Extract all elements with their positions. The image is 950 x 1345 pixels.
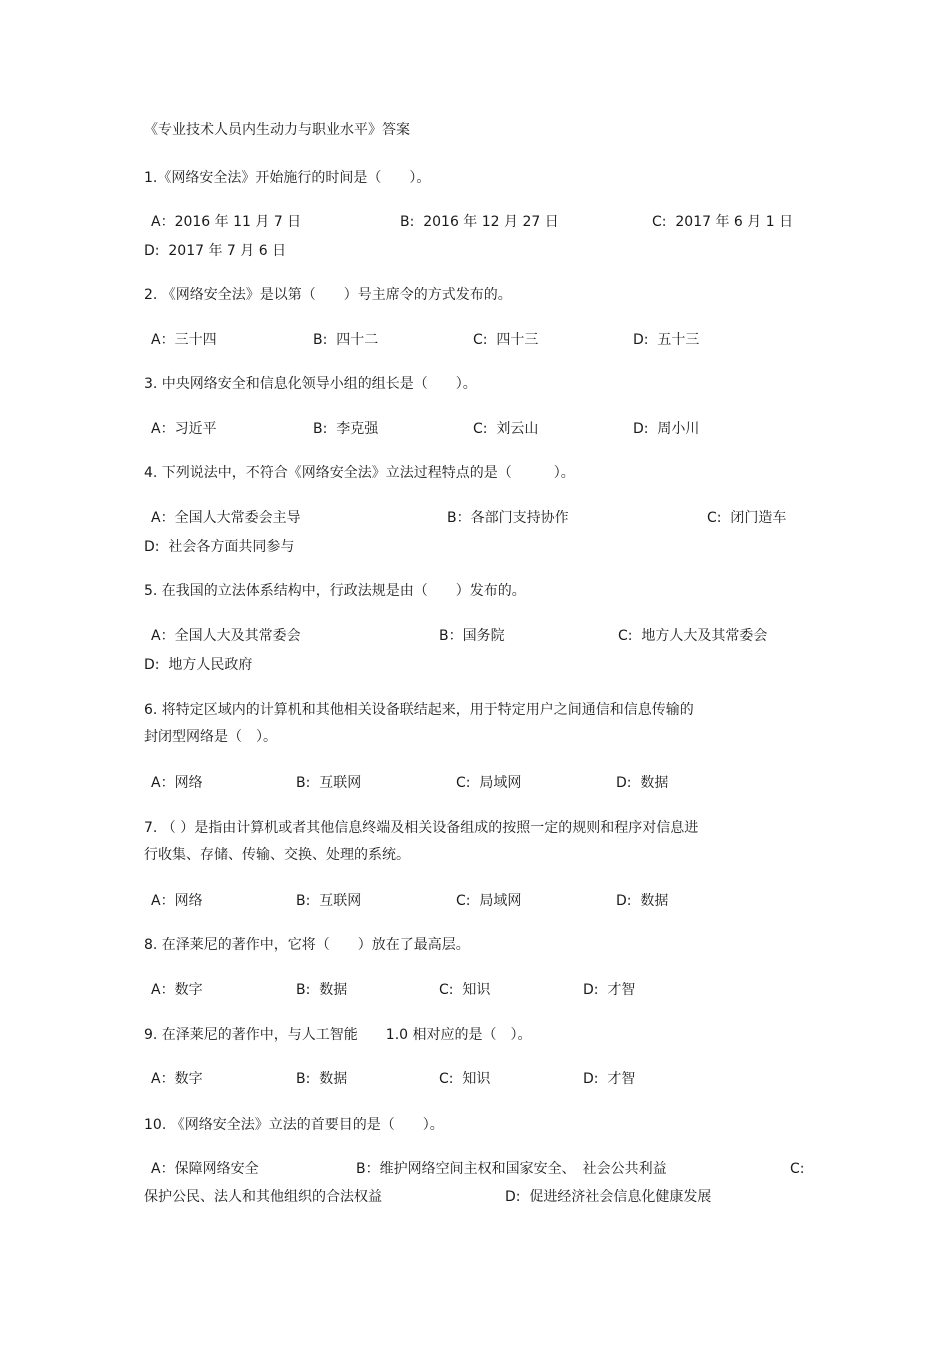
question-5-option-b: B：国务院 [439, 628, 505, 644]
question-8-option-c: C: 知识 [439, 982, 491, 998]
question-9-option-b: B: 数据 [296, 1071, 348, 1087]
question-5-option-d: D: 地方人民政府 [144, 657, 253, 673]
question-10-option-b: B：维护网络空间主权和国家安全、 社会公共利益 [356, 1161, 667, 1177]
question-9-option-a: A：数字 [151, 1071, 203, 1087]
question-8-option-a: A：数字 [151, 982, 203, 998]
question-10-option-a: A：保障网络安全 [151, 1161, 259, 1177]
question-4-option-c: C: 闭门造车 [707, 510, 787, 526]
question-7-text-line-2: 行收集、存储、传输、交换、处理的系统。 [144, 847, 410, 863]
question-1-option-b: B: 2016 年 12 月 27 日 [400, 214, 559, 230]
question-8-option-d: D: 才智 [583, 982, 636, 998]
question-9-text: 9. 在泽莱尼的著作中，与人工智能 1.0 相对应的是（ ）。 [144, 1027, 532, 1043]
question-3-option-c: C: 刘云山 [473, 421, 539, 437]
question-3-text: 3. 中央网络安全和信息化领导小组的组长是（ ）。 [144, 376, 477, 392]
question-6-text-line-2: 封闭型网络是（ ）。 [144, 729, 277, 745]
question-10-option-c-text: 保护公民、法人和其他组织的合法权益 [144, 1189, 382, 1205]
question-5-option-c: C: 地方人大及其常委会 [618, 628, 768, 644]
question-8-text: 8. 在泽莱尼的著作中，它将（ ）放在了最高层。 [144, 937, 470, 953]
question-8-option-b: B: 数据 [296, 982, 348, 998]
question-10-option-d: D: 促进经济社会信息化健康发展 [505, 1189, 712, 1205]
question-7-option-c: C: 局域网 [456, 893, 522, 909]
question-7-text-line-1: 7. （ ）是指由计算机或者其他信息终端及相关设备组成的按照一定的规则和程序对信息进 [144, 820, 699, 836]
question-6-option-d: D: 数据 [616, 775, 669, 791]
question-9-option-d: D: 才智 [583, 1071, 636, 1087]
question-2-text: 2. 《网络安全法》是以第（ ）号主席令的方式发布的。 [144, 287, 512, 303]
question-1-option-d: D: 2017 年 7 月 6 日 [144, 243, 287, 259]
question-6-option-a: A：网络 [151, 775, 203, 791]
question-1-option-c: C: 2017 年 6 月 1 日 [652, 214, 794, 230]
question-3-option-d: D: 周小川 [633, 421, 700, 437]
question-6-option-c: C: 局域网 [456, 775, 522, 791]
question-7-option-d: D: 数据 [616, 893, 669, 909]
question-4-option-b: B：各部门支持协作 [447, 510, 569, 526]
question-10-option-c-label: C: [790, 1161, 805, 1177]
question-7-option-a: A：网络 [151, 893, 203, 909]
question-7-option-b: B: 互联网 [296, 893, 362, 909]
question-3-option-b: B: 李克强 [313, 421, 379, 437]
question-2-option-d: D: 五十三 [633, 332, 700, 348]
question-2-option-c: C: 四十三 [473, 332, 539, 348]
question-5-text: 5. 在我国的立法体系结构中，行政法规是由（ ）发布的。 [144, 583, 526, 599]
question-2-option-a: A：三十四 [151, 332, 217, 348]
question-4-option-a: A：全国人大常委会主导 [151, 510, 301, 526]
question-9-option-c: C: 知识 [439, 1071, 491, 1087]
question-1-text: 1.《网络安全法》开始施行的时间是（ ）。 [144, 170, 431, 186]
question-2-option-b: B: 四十二 [313, 332, 379, 348]
question-5-option-a: A：全国人大及其常委会 [151, 628, 301, 644]
question-1-option-a: A：2016 年 11 月 7 日 [151, 214, 302, 230]
question-6-text-line-1: 6. 将特定区域内的计算机和其他相关设备联结起来，用于特定用户之间通信和信息传输的 [144, 702, 694, 718]
question-4-option-d: D: 社会各方面共同参与 [144, 539, 295, 555]
document-title: 《专业技术人员内生动力与职业水平》答案 [144, 122, 410, 138]
question-6-option-b: B: 互联网 [296, 775, 362, 791]
question-4-text: 4. 下列说法中，不符合《网络安全法》立法过程特点的是（ ）。 [144, 465, 575, 481]
question-3-option-a: A：习近平 [151, 421, 217, 437]
question-10-text: 10. 《网络安全法》立法的首要目的是（ ）。 [144, 1117, 444, 1133]
